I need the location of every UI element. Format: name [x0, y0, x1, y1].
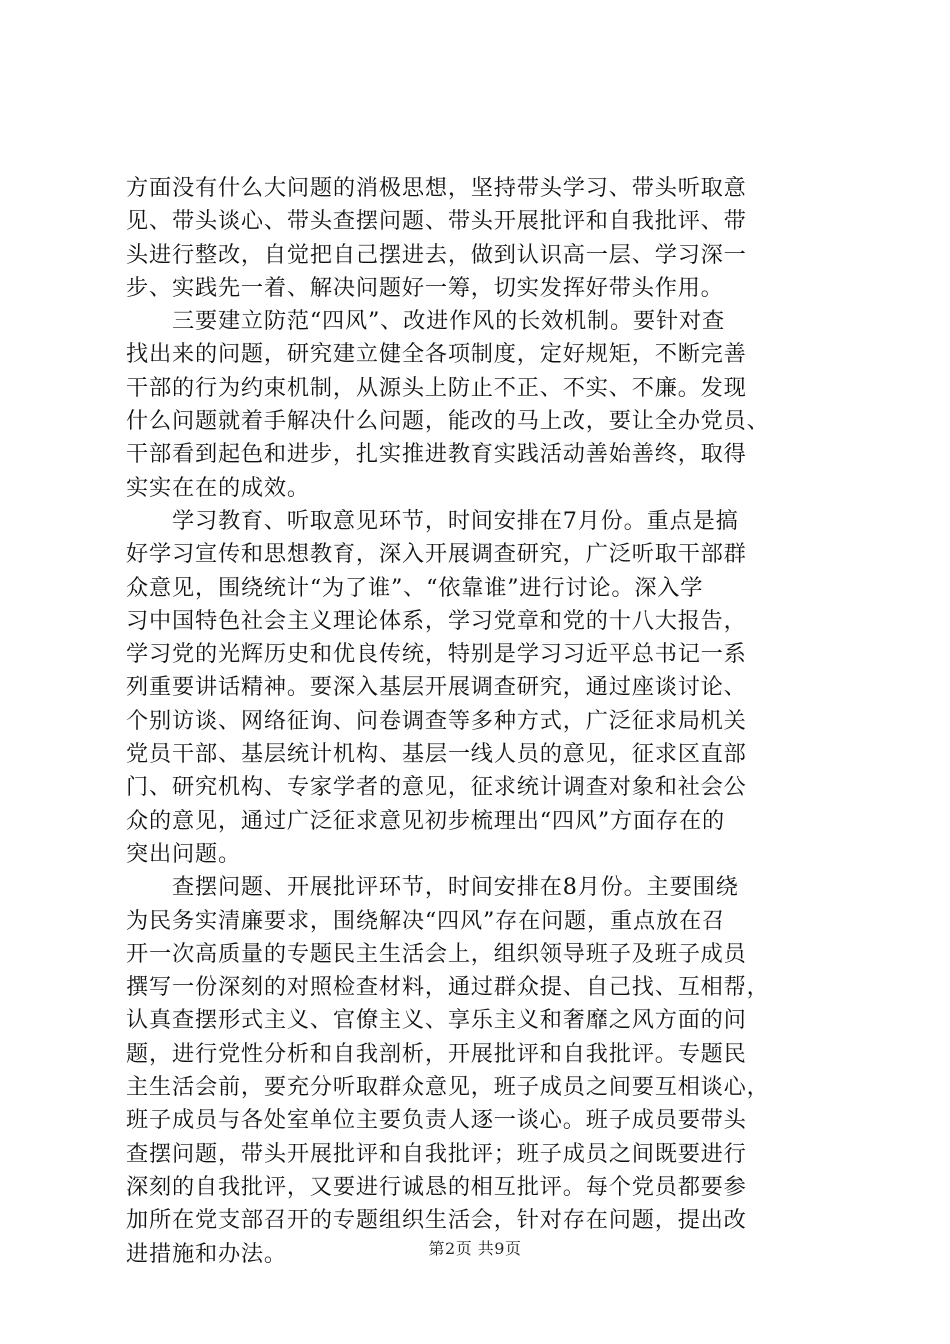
text-line: 深刻的自我批评，又要进行诚恳的相互批评。每个党员都要参 [126, 1173, 747, 1200]
text-line: 为民务实清廉要求，围绕解决“四风”存在问题，重点放在召 [126, 907, 725, 934]
text-line: 干部的行为约束机制，从源头上防止不正、不实、不廉。发现 [126, 374, 747, 401]
text-line: 习中国特色社会主义理论体系，学习党章和党的十八大报告， [126, 607, 747, 634]
text-line: 班子成员与各处室单位主要负责人逐一谈心。班子成员要带头 [126, 1107, 747, 1134]
text-line: 党员干部、基层统计机构、基层一线人员的意见，征求区直部 [126, 741, 747, 768]
text-line: 查摆问题，带头开展批评和自我批评；班子成员之间既要进行 [126, 1140, 747, 1167]
text-line: 题，进行党性分析和自我剖析，开展批评和自我批评。专题民 [126, 1040, 747, 1067]
text-line: 什么问题就着手解决什么问题，能改的马上改，要让全办党员、 [126, 408, 770, 435]
text-line: 头进行整改，自觉把自己摆进去，做到认识高一层、学习深一 [126, 241, 747, 268]
text-line: 列重要讲话精神。要深入基层开展调查研究，通过座谈讨论、 [126, 674, 747, 701]
text-line: 查摆问题、开展批评环节，时间安排在8月份。主要围绕 [126, 874, 739, 901]
text-line: 学习党的光辉历史和优良传统，特别是学习习近平总书记一系 [126, 641, 747, 668]
text-line: 众的意见，通过广泛征求意见初步梳理出“四风”方面存在的 [126, 807, 725, 834]
text-line: 众意见，围绕统计“为了谁”、“依靠谁”进行讨论。深入学 [126, 574, 704, 601]
text-line: 找出来的问题，研究建立健全各项制度，定好规矩，不断完善 [126, 341, 747, 368]
text-line: 个别访谈、网络征询、问卷调查等多种方式，广泛征求局机关 [126, 707, 747, 734]
text-line: 认真查摆形式主义、官僚主义、享乐主义和奢靡之风方面的问 [126, 1007, 747, 1034]
text-line: 干部看到起色和进步，扎实推进教育实践活动善始善终，取得 [126, 441, 747, 468]
document-body [126, 172, 826, 1271]
text-line: 见、带头谈心、带头查摆问题、带头开展批评和自我批评、带 [126, 208, 747, 235]
text-line: 好学习宣传和思想教育，深入开展调查研究，广泛听取干部群 [126, 541, 747, 568]
text-line: 三要建立防范“四风”、改进作风的长效机制。要针对查 [126, 308, 725, 335]
text-line: 突出问题。 [126, 840, 241, 867]
text-line: 步、实践先一着、解决问题好一筹，切实发挥好带头作用。 [126, 274, 724, 301]
text-line: 撰写一份深刻的对照检查材料，通过群众提、自己找、互相帮， [126, 974, 770, 1001]
text-line: 加所在党支部召开的专题组织生活会，针对存在问题，提出改 [126, 1207, 747, 1234]
text-line: 实实在在的成效。 [126, 474, 310, 501]
text-line: 开一次高质量的专题民主生活会上，组织领导班子及班子成员 [126, 940, 747, 967]
text-line: 主生活会前，要充分听取群众意见，班子成员之间要互相谈心， [126, 1074, 770, 1101]
text-line: 门、研究机构、专家学者的意见，征求统计调查对象和社会公 [126, 774, 747, 801]
page-footer: 第2页 共9页 [428, 1239, 522, 1258]
text-line: 学习教育、听取意见环节，时间安排在7月份。重点是搞 [126, 507, 739, 534]
text-line: 方面没有什么大问题的消极思想，坚持带头学习、带头听取意 [126, 175, 747, 201]
text-line: 进措施和办法。 [126, 1240, 287, 1267]
